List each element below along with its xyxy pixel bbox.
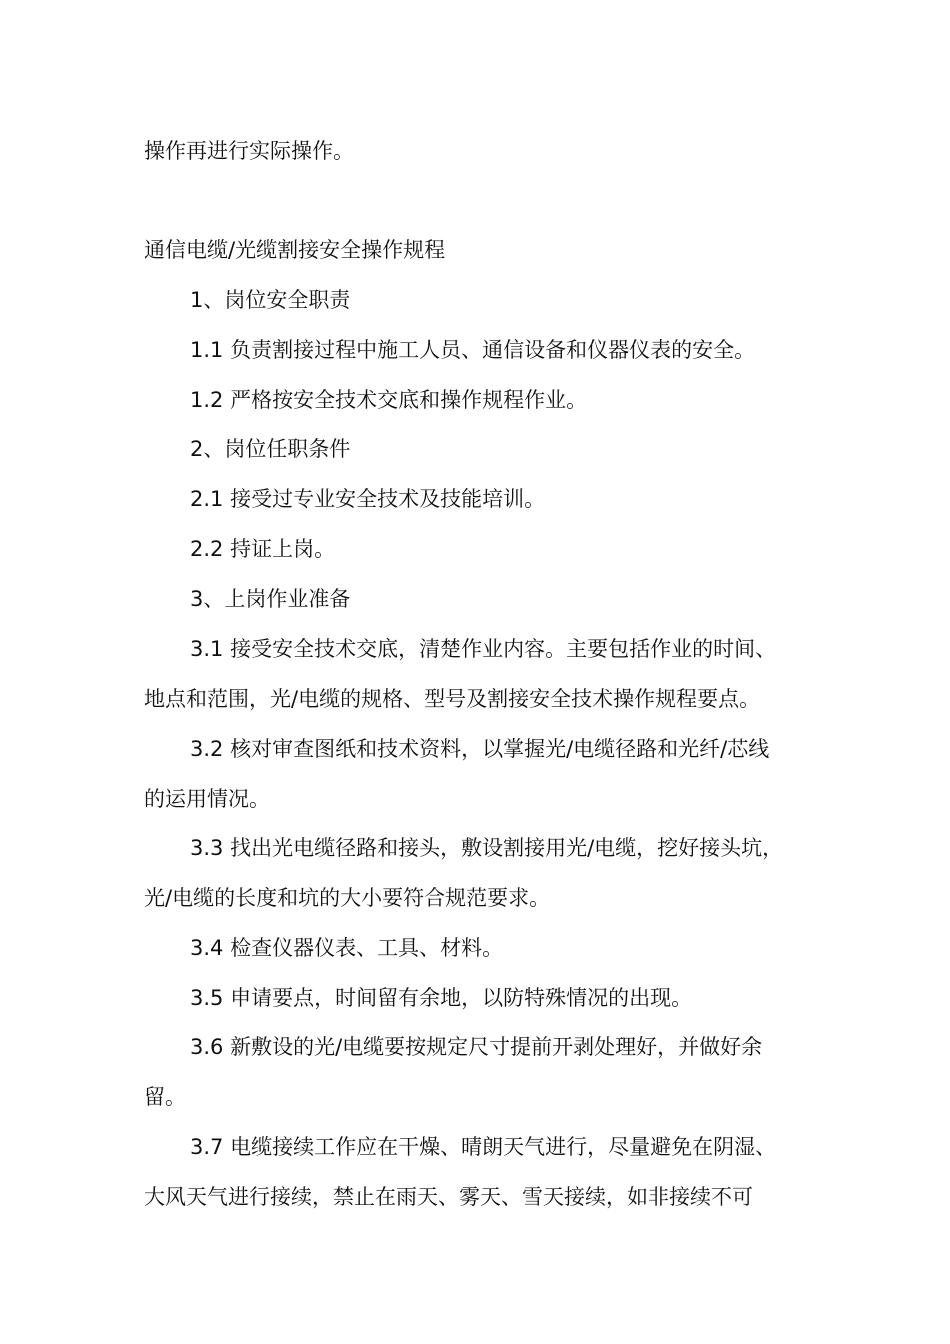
paragraph-3-4: 3.4 检查仪器仪表、工具、材料。 xyxy=(190,936,504,960)
paragraph-3-6-line-1: 3.6 新敷设的光/电缆要按规定尺寸提前开剥处理好，并做好余 xyxy=(190,1035,763,1059)
section-title: 通信电缆/光缆割接安全操作规程 xyxy=(144,238,446,262)
paragraph-3-2-line-2: 的运用情况。 xyxy=(144,787,270,811)
heading-3: 3、上岗作业准备 xyxy=(190,587,351,611)
paragraph-3-7-line-2: 大风天气进行接续，禁止在雨天、雾天、雪天接续，如非接续不可 xyxy=(144,1185,753,1209)
paragraph-3-5: 3.5 申请要点，时间留有余地，以防特殊情况的出现。 xyxy=(190,986,693,1010)
paragraph-1-2: 1.2 严格按安全技术交底和操作规程作业。 xyxy=(190,388,588,412)
paragraph-3-1-line-2: 地点和范围，光/电缆的规格、型号及割接安全技术操作规程要点。 xyxy=(144,687,761,711)
paragraph-3-3-line-2: 光/电缆的长度和坑的大小要符合规范要求。 xyxy=(144,886,551,910)
heading-2: 2、岗位任职条件 xyxy=(190,437,351,461)
paragraph-2-2: 2.2 持证上岗。 xyxy=(190,537,336,561)
heading-1: 1、岗位安全职责 xyxy=(190,288,351,312)
paragraph-3-1-line-1: 3.1 接受安全技术交底，清楚作业内容。主要包括作业的时间、 xyxy=(190,637,777,661)
continuation-line: 操作再进行实际操作。 xyxy=(144,139,354,163)
paragraph-3-2-line-1: 3.2 核对审查图纸和技术资料，以掌握光/电缆径路和光纤/芯线 xyxy=(190,737,770,761)
paragraph-2-1: 2.1 接受过专业安全技术及技能培训。 xyxy=(190,487,546,511)
paragraph-3-3-line-1: 3.3 找出光电缆径路和接头，敷设割接用光/电缆，挖好接头坑， xyxy=(190,836,784,860)
paragraph-1-1: 1.1 负责割接过程中施工人员、通信设备和仪器仪表的安全。 xyxy=(190,338,756,362)
paragraph-3-7-line-1: 3.7 电缆接续工作应在干燥、晴朗天气进行，尽量避免在阴湿、 xyxy=(190,1135,777,1159)
paragraph-3-6-line-2: 留。 xyxy=(144,1085,186,1109)
